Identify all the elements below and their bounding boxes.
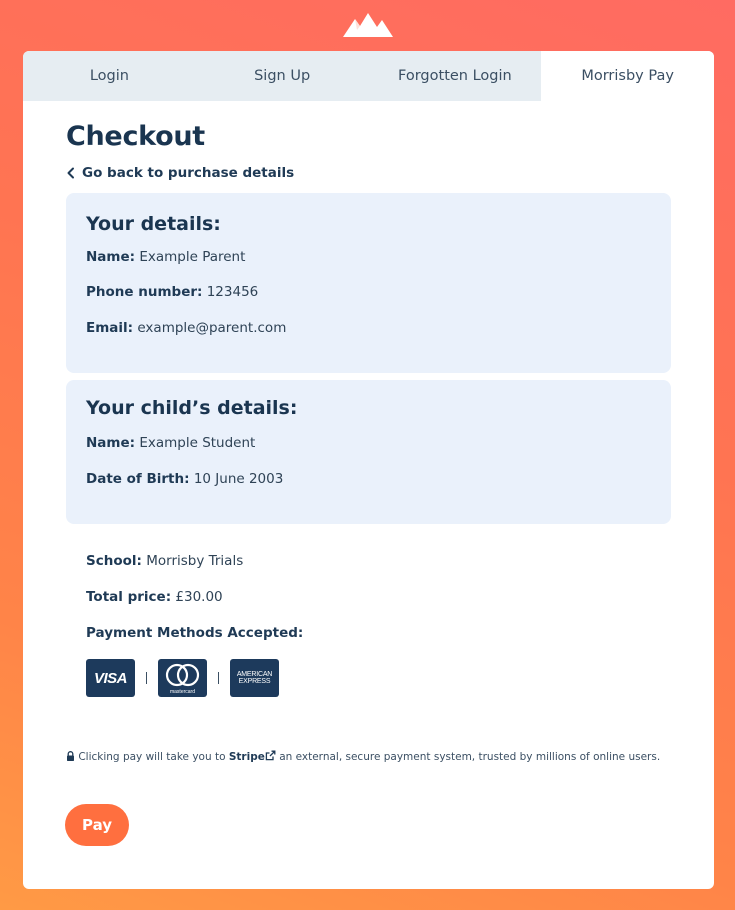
tab-login[interactable]: Login [89, 68, 129, 84]
stripe-link[interactable]: Stripe [228, 751, 265, 763]
child-name-value: Example Student [139, 435, 256, 451]
external-link-icon[interactable] [265, 750, 276, 761]
payment-methods-row [86, 625, 303, 641]
mountain-logo-icon [343, 10, 393, 40]
total-price-row [86, 589, 223, 605]
tab-morrisby-pay[interactable]: Morrisby Pay [541, 51, 714, 101]
school-row [86, 553, 243, 569]
mastercard-text: mastercard [169, 689, 196, 695]
parent-name-row [86, 249, 245, 265]
total-price-value: £30.00 [175, 589, 223, 605]
mastercard-icon [158, 659, 207, 697]
child-name-label: Name: [86, 435, 136, 451]
parent-name-value: Example Parent [139, 249, 246, 265]
email-label: Email: [86, 320, 134, 336]
email-row [86, 320, 286, 336]
separator [218, 672, 219, 684]
child-name-row [86, 435, 255, 451]
pay-button[interactable]: Pay [65, 804, 129, 846]
chevron-left-icon [66, 167, 76, 179]
notice-text-after: an external, secure payment system, trusted by millions of online users. [279, 751, 661, 763]
school-label: School: [86, 553, 142, 569]
checkout-card [23, 51, 714, 889]
lock-icon [66, 751, 75, 761]
payment-methods-logos [86, 659, 279, 697]
your-details-panel [66, 193, 671, 373]
date-of-birth-label: Date of Birth: [86, 471, 190, 487]
notice-text-before: Clicking pay will take you to [78, 751, 226, 763]
visa-logo [86, 659, 135, 697]
stripe-notice [66, 749, 676, 766]
phone-row [86, 284, 258, 300]
total-price-label: Total price: [86, 589, 172, 605]
school-value: Morrisby Trials [146, 553, 244, 569]
back-to-purchase-details-link[interactable] [66, 165, 294, 181]
child-details-panel [66, 380, 671, 524]
email-value: example@parent.com [137, 320, 287, 336]
american-express-logo [230, 659, 279, 697]
back-link-label: Go back to purchase details [82, 165, 295, 181]
child-details-heading: Your child’s details: [86, 397, 298, 419]
tab-sign-up[interactable]: Sign Up [254, 68, 311, 84]
visa-text: VISA [93, 669, 127, 687]
page-title: Checkout [66, 121, 205, 152]
amex-text [237, 671, 272, 685]
phone-value: 123456 [206, 284, 259, 300]
separator [146, 672, 147, 684]
date-of-birth-row [86, 471, 283, 487]
phone-label: Phone number: [86, 284, 203, 300]
tab-bar [23, 51, 714, 101]
date-of-birth-value: 10 June 2003 [193, 471, 284, 487]
amex-line-2: EXPRESS [238, 678, 271, 685]
parent-name-label: Name: [86, 249, 136, 265]
your-details-heading: Your details: [86, 213, 221, 235]
payment-methods-label: Payment Methods Accepted: [86, 625, 304, 641]
tab-forgotten-login[interactable]: Forgotten Login [398, 68, 512, 84]
mastercard-logo [158, 659, 207, 697]
amex-line-1: AMERICAN [236, 671, 273, 678]
